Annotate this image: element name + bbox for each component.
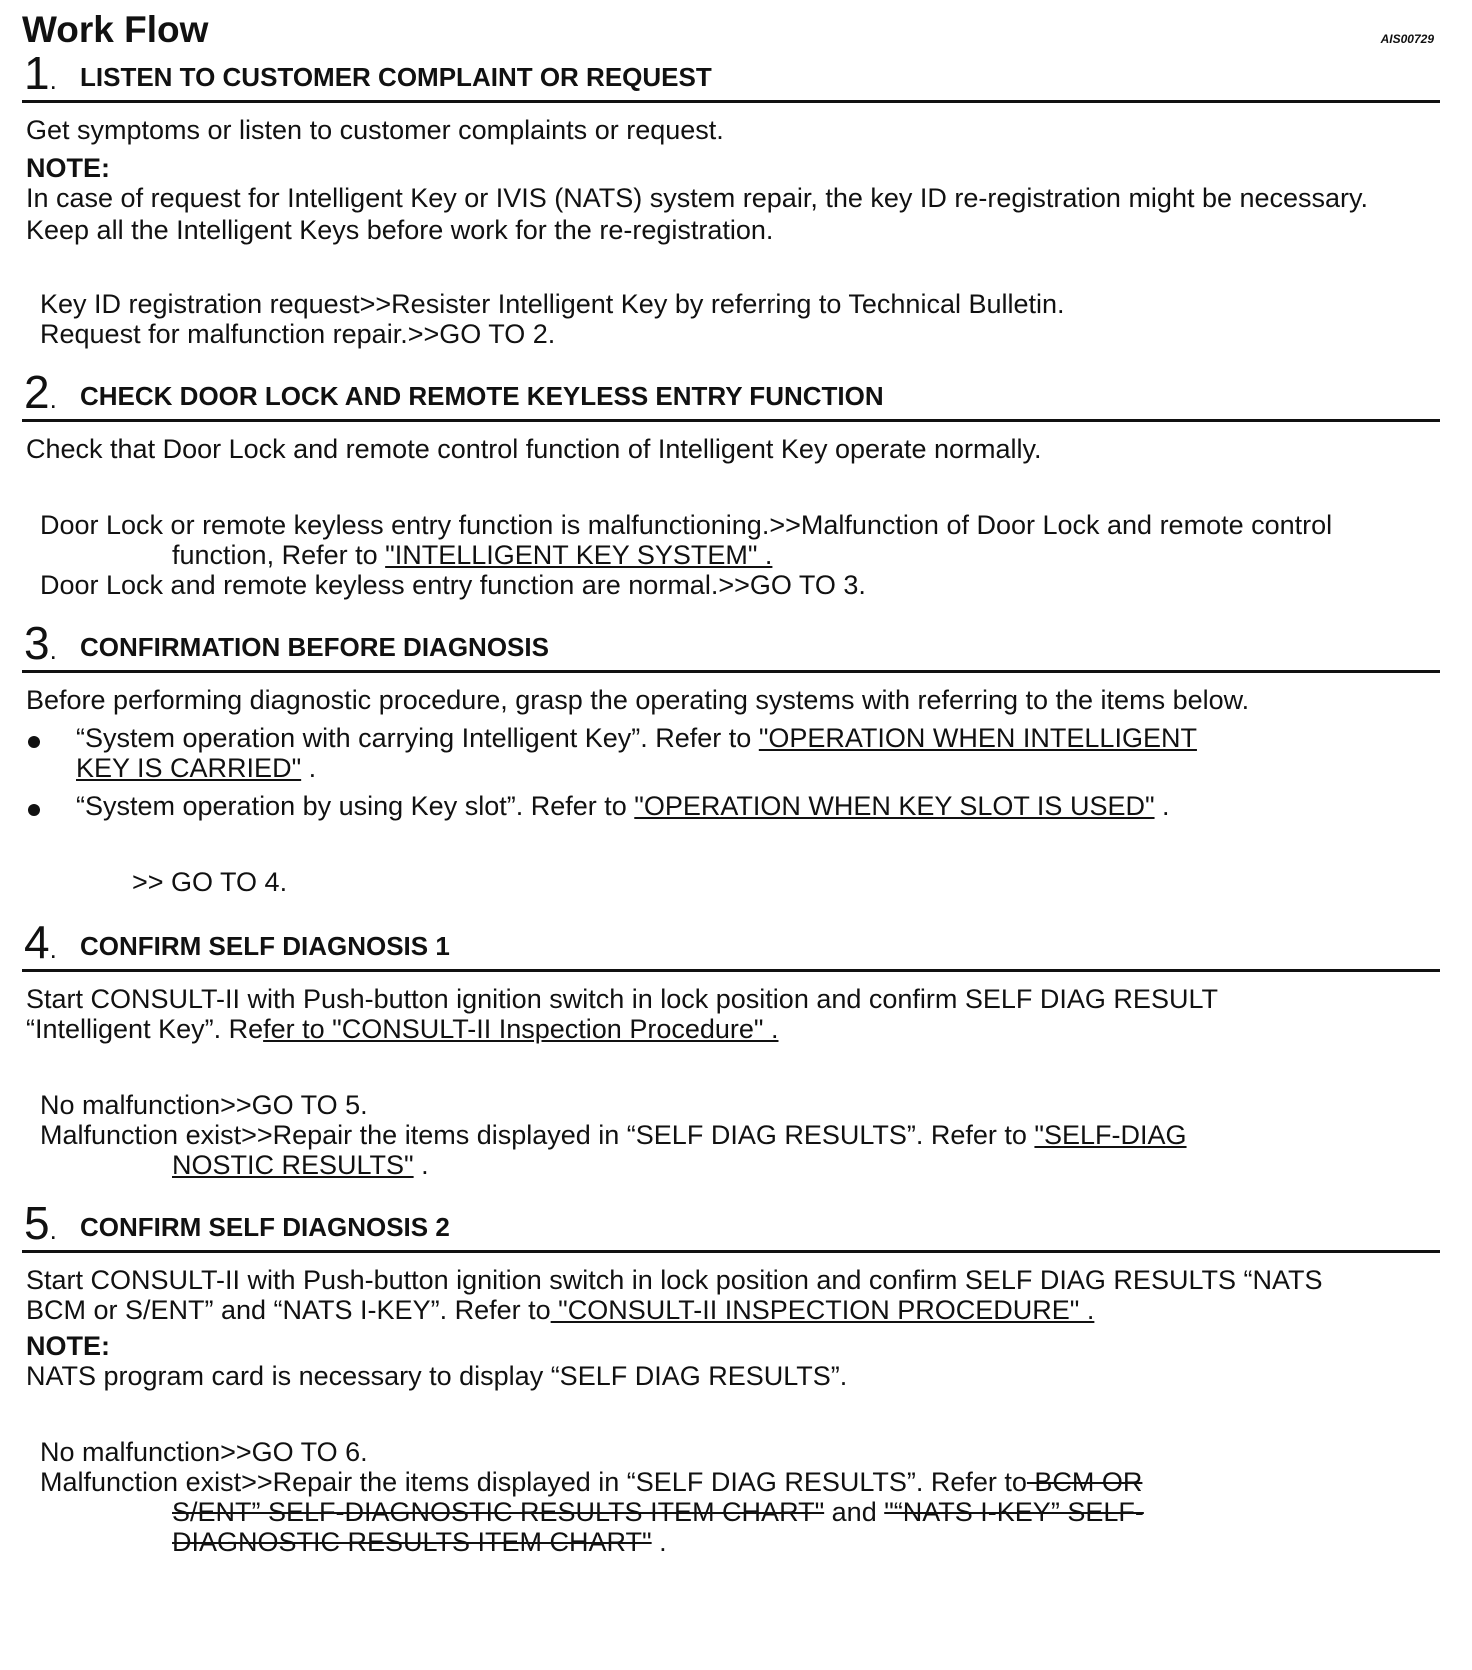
section-number: 3. xyxy=(24,617,57,669)
section-1 xyxy=(22,46,1440,349)
section-5 xyxy=(22,1196,1440,1557)
section-2 xyxy=(22,365,1440,600)
page-title: Work Flow xyxy=(22,9,209,50)
operation-key-slot-link[interactable]: "OPERATION WHEN KEY SLOT IS USED" xyxy=(634,791,1155,821)
result-line-continued: S/ENT” SELF-DIAGNOSTIC RESULTS ITEM CHART" and "“NATS I-KEY” SELF- xyxy=(172,1497,1144,1527)
result-line: No malfunction>>GO TO 6. xyxy=(40,1437,368,1467)
instruction-text-continued: “Intelligent Key”. Refer to "CONSULT-II Inspection Procedure" . xyxy=(26,1014,779,1044)
note-label: NOTE: xyxy=(26,1331,110,1361)
document-code: AIS00729 xyxy=(1380,32,1434,46)
result-line-continued: function, Refer to "INTELLIGENT KEY SYSTEM" . xyxy=(172,540,773,570)
section-number: 4. xyxy=(24,916,57,968)
bullet-dot xyxy=(28,804,40,816)
result-line: No malfunction>>GO TO 5. xyxy=(40,1090,368,1120)
consult-inspection-link[interactable]: fer to "CONSULT-II Inspection Procedure" . xyxy=(263,1014,779,1044)
note-text: NATS program card is necessary to display “SELF DIAG RESULTS”. xyxy=(26,1361,848,1391)
result-line: Door Lock and remote keyless entry function are normal.>>GO TO 3. xyxy=(40,570,866,600)
section-header xyxy=(22,46,1440,103)
operation-intelligent-key-link[interactable]: "OPERATION WHEN INTELLIGENT xyxy=(758,723,1197,753)
section-header xyxy=(22,365,1440,422)
nats-ikey-self-diagnostic-link[interactable]: "“NATS I-KEY” SELF- xyxy=(884,1497,1144,1527)
section-title: CONFIRMATION BEFORE DIAGNOSIS xyxy=(80,632,549,662)
result-line: Key ID registration request>>Resister Intelligent Key by referring to Technical Bulletin. xyxy=(40,289,1065,319)
section-header xyxy=(22,616,1440,673)
bullet-item: “System operation by using Key slot”. Refer to "OPERATION WHEN KEY SLOT IS USED" . xyxy=(76,791,1170,821)
section-4 xyxy=(22,915,1440,1180)
intelligent-key-system-link[interactable]: "INTELLIGENT KEY SYSTEM" . xyxy=(385,540,773,570)
section-3 xyxy=(22,616,1440,897)
instruction-text: Start CONSULT-II with Push-button ignition switch in lock position and confirm SELF DIAG RESULT xyxy=(26,984,1218,1014)
section-number: 1. xyxy=(24,47,57,99)
bullet-item: “System operation with carrying Intelligent Key”. Refer to "OPERATION WHEN INTELLIGENT xyxy=(76,723,1197,753)
consult-inspection-procedure-link[interactable]: "CONSULT-II INSPECTION PROCEDURE" . xyxy=(550,1295,1095,1325)
instruction-text: Check that Door Lock and remote control function of Intelligent Key operate normally. xyxy=(26,434,1042,464)
instruction-text: Before performing diagnostic procedure, grasp the operating systems with referring to the items below. xyxy=(26,685,1250,715)
self-diagnostic-results-link-continued[interactable]: NOSTIC RESULTS" xyxy=(172,1150,414,1180)
result-line-continued: DIAGNOSTIC RESULTS ITEM CHART" . xyxy=(172,1527,667,1557)
section-header xyxy=(22,1196,1440,1253)
instruction-text-continued: BCM or S/ENT” and “NATS I-KEY”. Refer to "CONSULT-II INSPECTION PROCEDURE" . xyxy=(26,1295,1095,1325)
section-title: CONFIRM SELF DIAGNOSIS 1 xyxy=(80,931,450,961)
result-line: >> GO TO 4. xyxy=(132,867,288,897)
result-line: Malfunction exist>>Repair the items displayed in “SELF DIAG RESULTS”. Refer to "SELF-DIAG xyxy=(40,1120,1187,1150)
section-title: CONFIRM SELF DIAGNOSIS 2 xyxy=(80,1212,450,1242)
bullet-dot xyxy=(28,736,40,748)
operation-intelligent-key-link-continued[interactable]: KEY IS CARRIED" xyxy=(76,753,302,783)
section-number: 2. xyxy=(24,366,57,418)
bcm-self-diagnostic-link[interactable]: BCM OR xyxy=(1026,1467,1143,1497)
section-number: 5. xyxy=(24,1197,57,1249)
result-line: Malfunction exist>>Repair the items displayed in “SELF DIAG RESULTS”. Refer to BCM OR xyxy=(40,1467,1143,1497)
section-title: LISTEN TO CUSTOMER COMPLAINT OR REQUEST xyxy=(80,62,712,92)
result-line: Door Lock or remote keyless entry function is malfunctioning.>>Malfunction of Door Lock and remote control xyxy=(40,510,1333,540)
note-label: NOTE: xyxy=(26,153,110,183)
section-title: CHECK DOOR LOCK AND REMOTE KEYLESS ENTRY FUNCTION xyxy=(80,381,884,411)
instruction-text: Start CONSULT-II with Push-button ignition switch in lock position and confirm SELF DIAG RESULTS “NATS xyxy=(26,1265,1323,1295)
self-diagnostic-results-link[interactable]: "SELF-DIAG xyxy=(1034,1120,1187,1150)
note-text: In case of request for Intelligent Key or IVIS (NATS) system repair, the key ID re-registration might be necessary. Keep all the Intelligent Keys before work for the re-registration. xyxy=(26,183,1369,245)
result-line-continued: NOSTIC RESULTS" . xyxy=(172,1150,429,1180)
instruction-text: Get symptoms or listen to customer complaints or request. xyxy=(26,115,724,145)
result-line: Request for malfunction repair.>>GO TO 2. xyxy=(40,319,556,349)
bcm-self-diagnostic-link-continued[interactable]: S/ENT” SELF-DIAGNOSTIC RESULTS ITEM CHART" xyxy=(172,1497,825,1527)
nats-ikey-self-diagnostic-link-continued[interactable]: DIAGNOSTIC RESULTS ITEM CHART" xyxy=(172,1527,652,1557)
bullet-item-continued: KEY IS CARRIED" . xyxy=(76,753,317,783)
section-header xyxy=(22,915,1440,972)
